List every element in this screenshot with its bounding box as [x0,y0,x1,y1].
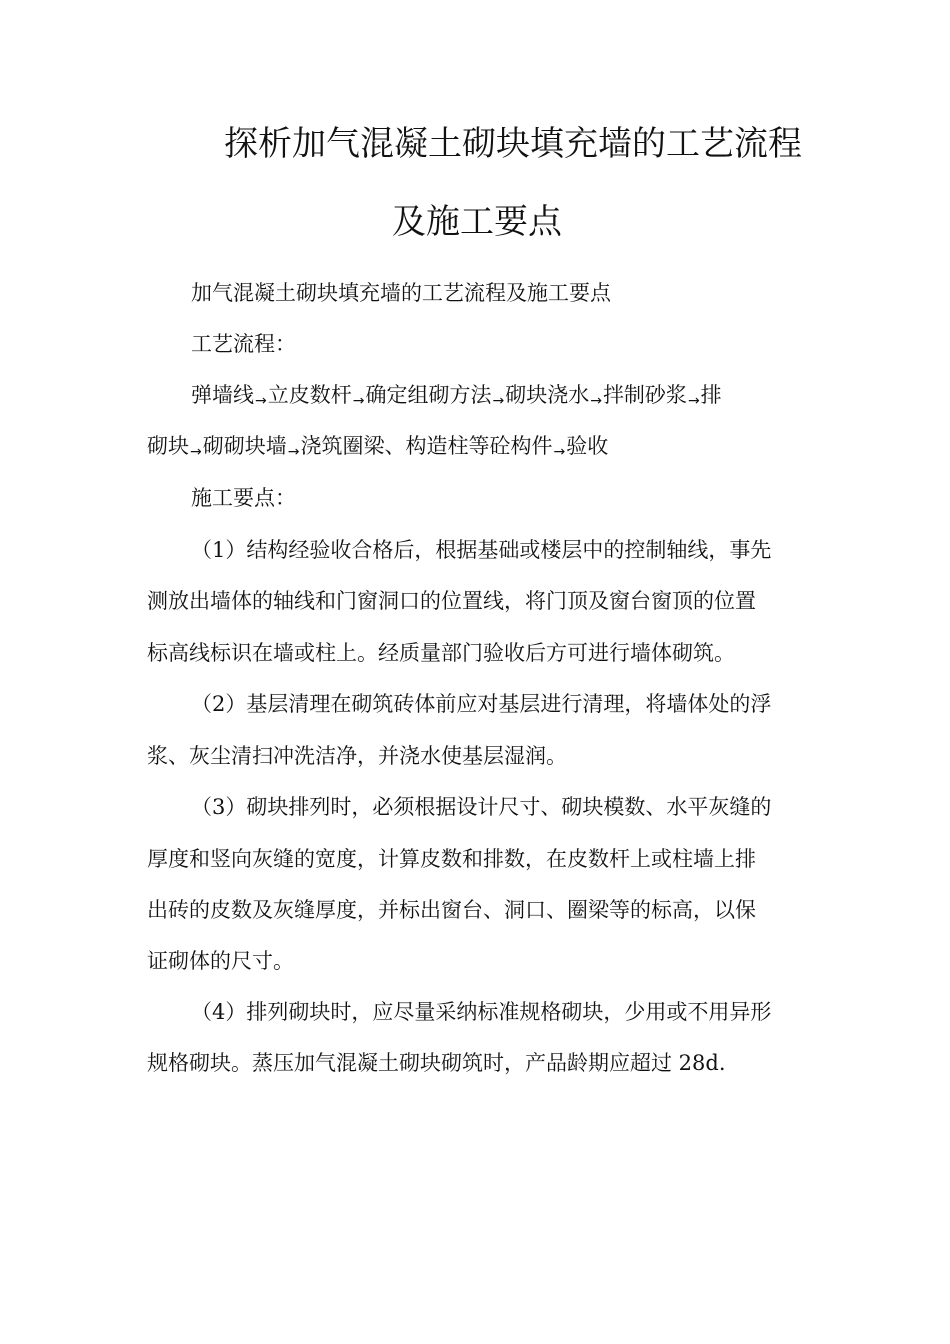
paragraph-line: 出砖的皮数及灰缝厚度，并标出窗台、洞口、圈梁等的标高，以保 [147,898,756,922]
arrow-icon: → [190,444,202,460]
document-title-line-2: 及施工要点 [392,202,562,242]
arrow-icon: → [255,393,267,409]
process-step: 立皮数杆 [267,383,352,407]
process-step: 砌块 [147,434,189,458]
process-step: 砌块浇水 [505,383,590,407]
process-heading: 工艺流程： [191,332,296,356]
process-step: 拌制砂浆 [602,383,687,407]
process-flow-line-1 [191,381,722,412]
process-step: 弹墙线 [191,383,254,407]
process-step: 确定组砌方法 [365,383,492,407]
paragraph-line: （4）排列砌块时，应尽量采纳标准规格砌块，少用或不用异形 [191,1000,772,1024]
process-flow-line-2 [147,432,608,463]
paragraph-line: 浆、灰尘清扫冲洗洁净，并浇水使基层湿润。 [147,744,567,768]
paragraph-line: 测放出墙体的轴线和门窗洞口的位置线，将门顶及窗台窗顶的位置 [147,589,756,613]
arrow-icon: → [590,393,602,409]
process-step: 验收 [566,434,609,458]
arrow-icon: → [287,444,300,460]
paragraph-line: 标高线标识在墙或柱上。经质量部门验收后方可进行墙体砌筑。 [147,641,735,665]
points-heading: 施工要点： [191,486,296,510]
paragraph-line: （3）砌块排列时，必须根据设计尺寸、砌块模数、水平灰缝的 [191,795,772,819]
paragraph-line: 证砌体的尺寸。 [147,949,294,973]
arrow-icon: → [352,393,365,409]
paragraph-line: （1）结构经验收合格后，根据基础或楼层中的控制轴线，事先 [191,538,772,562]
process-step: 排 [700,383,722,407]
process-step: 砌砌块墙 [202,434,287,458]
arrow-icon: → [492,393,505,409]
paragraph-line: 规格砌块。蒸压加气混凝土砌块砌筑时，产品龄期应超过 28d. [147,1051,726,1075]
paragraph-line: （2）基层清理在砌筑砖体前应对基层进行清理，将墙体处的浮 [191,692,772,716]
arrow-icon: → [687,393,700,409]
process-step: 浇筑圈梁、构造柱等砼构件 [300,434,553,458]
subtitle: 加气混凝土砌块填充墙的工艺流程及施工要点 [191,281,611,305]
arrow-icon: → [553,444,566,460]
document-title-line-1: 探析加气混凝土砌块填充墙的工艺流程 [224,124,802,164]
paragraph-line: 厚度和竖向灰缝的宽度，计算皮数和排数，在皮数杆上或柱墙上排 [147,847,756,871]
